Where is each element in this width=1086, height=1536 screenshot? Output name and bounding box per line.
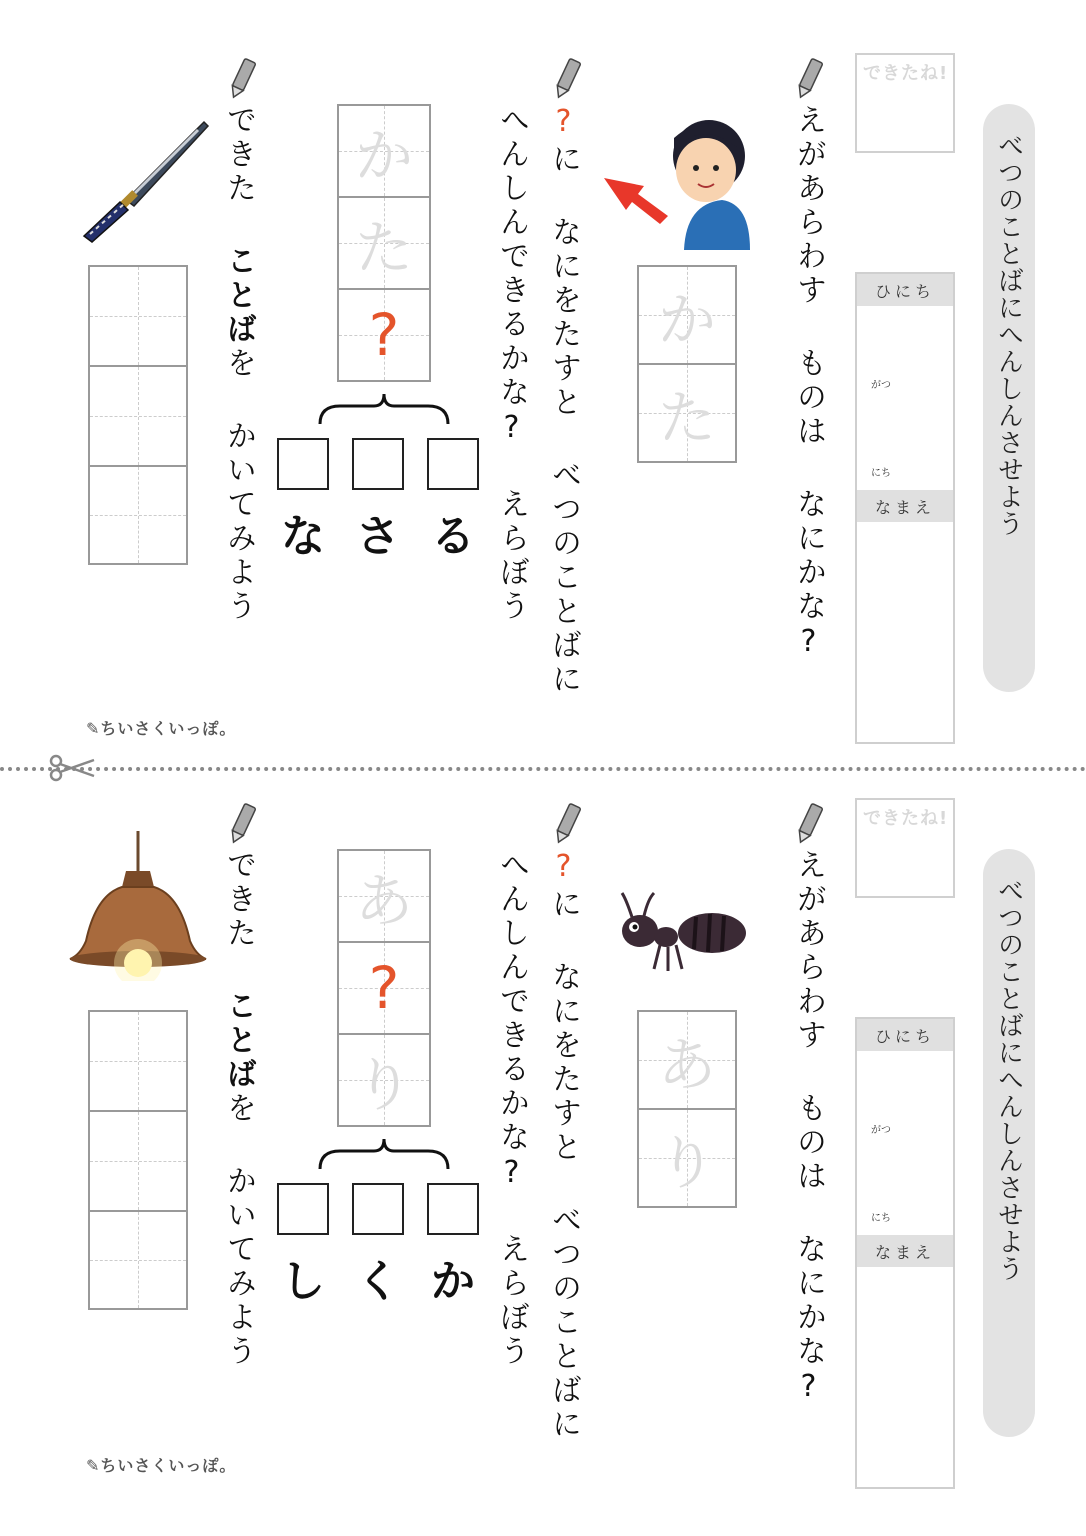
name-header: なまえ	[857, 490, 953, 522]
katana-icon	[78, 118, 212, 244]
choice-box[interactable]	[352, 1183, 404, 1235]
date-header: ひにち	[857, 274, 953, 306]
choice-box[interactable]	[352, 438, 404, 490]
curly-brace-icon	[316, 1137, 452, 1173]
pendant-lamp-icon	[68, 831, 208, 981]
answer-cell[interactable]: た	[639, 365, 735, 461]
choice-box[interactable]	[277, 1183, 329, 1235]
choice-char: く	[356, 1256, 400, 1307]
word-grid	[337, 849, 431, 1127]
choice-char: か	[431, 1256, 475, 1307]
ant-icon	[614, 889, 752, 975]
word-cell: あ	[339, 851, 429, 943]
worksheet-title: べつのことばにへんしんさせよう	[993, 877, 1024, 1282]
question-2-text: に なにをたすと べつのことばに	[546, 888, 581, 1442]
answer-grid-1	[637, 1010, 737, 1208]
choice-char: さ	[356, 511, 400, 562]
month-label: がつ	[871, 380, 891, 391]
write-cell[interactable]	[90, 467, 186, 563]
pencil-icon	[553, 57, 581, 101]
done-stamp-label: できたね!	[863, 808, 949, 829]
question-3-text: できた ことばを かいてみよう	[221, 849, 256, 1369]
month-label: がつ	[871, 1125, 891, 1136]
word-cell: り	[339, 1035, 429, 1125]
write-cell[interactable]	[90, 1112, 186, 1212]
worksheet-title-pill	[983, 849, 1035, 1437]
worksheet-bottom	[0, 745, 1086, 1490]
choice-char: し	[281, 1256, 325, 1307]
worksheet-top	[0, 0, 1086, 745]
answer-cell[interactable]: か	[639, 267, 735, 365]
date-header: ひにち	[857, 1019, 953, 1051]
person-shoulder-icon	[604, 108, 752, 250]
done-stamp-box	[855, 798, 955, 898]
question-1-text: えがあらわす ものは なにかな?	[791, 104, 826, 663]
pencil-icon	[795, 57, 823, 101]
pencil-icon	[228, 57, 256, 101]
question-2-line-2: へんしんできるかな? えらぼう	[494, 104, 529, 624]
answer-cell[interactable]: あ	[639, 1012, 735, 1110]
date-name-panel	[855, 272, 955, 744]
day-label: にち	[871, 468, 891, 479]
write-cell[interactable]	[90, 1012, 186, 1112]
done-stamp-box	[855, 53, 955, 153]
word-cell-missing[interactable]: ?	[339, 290, 429, 380]
write-cell[interactable]	[90, 267, 186, 367]
question-2-line-1	[537, 104, 589, 697]
question-2-text: に なにをたすと べつのことばに	[546, 143, 581, 697]
question-3-text: できた ことばを かいてみよう	[221, 104, 256, 624]
choice-box[interactable]	[427, 438, 479, 490]
name-header: なまえ	[857, 1235, 953, 1267]
brand-logo: ✎ちいさくいっぽ。	[86, 719, 237, 738]
question-1-text: えがあらわす ものは なにかな?	[791, 849, 826, 1408]
question-2-line-1	[537, 849, 589, 1442]
word-cell: た	[339, 198, 429, 290]
write-grid	[88, 265, 188, 565]
question-2-line-2: へんしんできるかな? えらぼう	[494, 849, 529, 1369]
write-cell[interactable]	[90, 367, 186, 467]
worksheet-title: べつのことばにへんしんさせよう	[993, 132, 1024, 537]
day-label: にち	[871, 1213, 891, 1224]
choice-char: な	[281, 511, 325, 562]
curly-brace-icon	[316, 392, 452, 428]
pencil-icon	[553, 802, 581, 846]
choice-box[interactable]	[277, 438, 329, 490]
worksheet-title-pill	[983, 104, 1035, 692]
date-name-panel	[855, 1017, 955, 1489]
question-mark: ?	[546, 104, 581, 143]
choice-char: る	[431, 511, 475, 562]
word-cell: か	[339, 106, 429, 198]
choice-box[interactable]	[427, 1183, 479, 1235]
pencil-icon	[228, 802, 256, 846]
write-cell[interactable]	[90, 1212, 186, 1308]
word-cell-missing[interactable]: ?	[339, 943, 429, 1035]
brand-logo: ✎ちいさくいっぽ。	[86, 1456, 237, 1475]
write-grid	[88, 1010, 188, 1310]
done-stamp-label: できたね!	[863, 63, 949, 84]
answer-grid-1	[637, 265, 737, 463]
question-mark: ?	[546, 849, 581, 888]
pencil-icon	[795, 802, 823, 846]
word-grid	[337, 104, 431, 382]
answer-cell[interactable]: り	[639, 1110, 735, 1206]
